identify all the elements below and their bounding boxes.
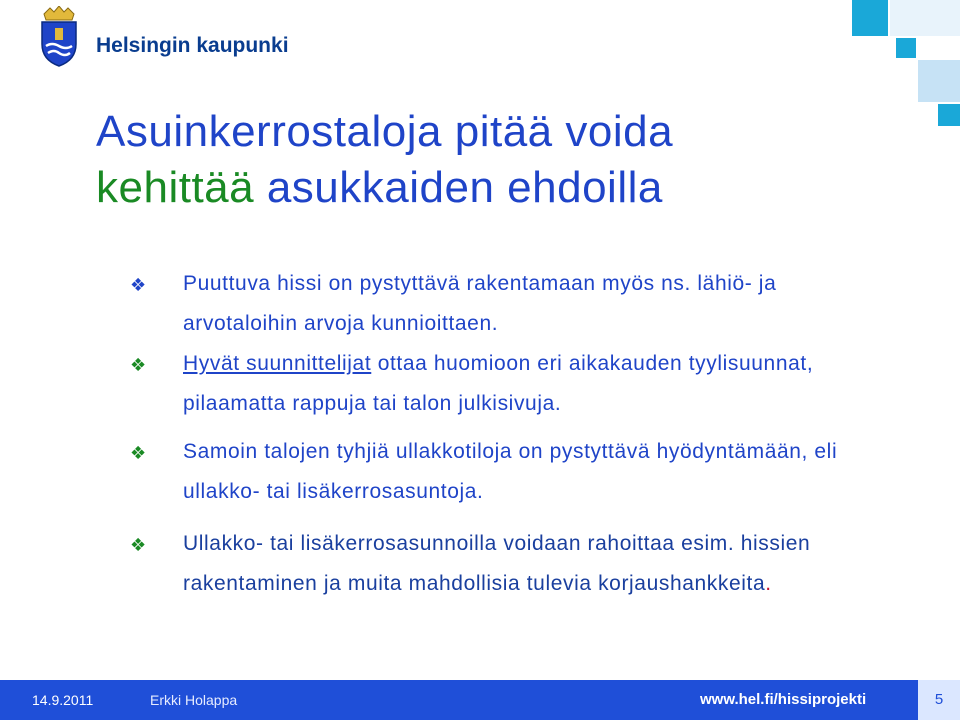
brand-name: Helsingin kaupunki: [96, 34, 289, 57]
title-line-1: Asuinkerrostaloja pitää voida: [96, 107, 674, 156]
bullet-item: [130, 524, 890, 604]
decorative-square: [852, 0, 888, 36]
title-word-green: kehittää: [96, 163, 255, 212]
footer-author: Erkki Holappa: [150, 692, 238, 708]
bullet-text: Samoin talojen tyhjiä ullakkotiloja on pystyttävä hyödyntämään, eli ullakko- tai lisäkerrosasuntoja.: [183, 440, 838, 503]
bullet-text: ottaa huomioon eri aikakauden tyylisuunnat, pilaamatta rappuja tai talon julkisivuja.: [183, 352, 814, 415]
bullet-item: [130, 432, 890, 512]
footer-bar: [0, 680, 960, 720]
designers-link[interactable]: Hyvät suunnittelijat: [183, 352, 372, 375]
decorative-square: [918, 60, 960, 102]
diamond-bullet-icon: ❖: [130, 535, 147, 556]
page-number: 5: [918, 680, 960, 720]
footer-url[interactable]: www.hel.fi/hissiprojekti: [700, 691, 867, 708]
decorative-square: [890, 0, 960, 36]
bullet-item: [130, 264, 890, 344]
bullet-text: Puuttuva hissi on pystyttävä rakentamaan myös ns. lähiö- ja arvotaloihin arvoja kunnioittaen.: [183, 272, 777, 335]
slide-title: [96, 104, 916, 216]
diamond-bullet-icon: ❖: [130, 355, 147, 376]
bullet-text: Ullakko- tai lisäkerrosasunnoilla voidaan rahoittaa esim. hissien rakentaminen ja muita mahdollisia tulevia korjaushankkeita: [183, 532, 811, 595]
bullet-list: [130, 264, 890, 604]
helsinki-coat-of-arms-icon: [36, 6, 82, 68]
bullet-item: [130, 344, 890, 424]
diamond-bullet-icon: ❖: [130, 443, 147, 464]
title-line-2-rest: asukkaiden ehdoilla: [254, 163, 663, 212]
bullet-end-period: .: [765, 572, 772, 595]
title-line-2: [96, 160, 916, 216]
footer-date: 14.9.2011: [32, 692, 94, 708]
diamond-bullet-icon: ❖: [130, 275, 147, 296]
decorative-square: [896, 38, 916, 58]
decorative-square: [938, 104, 960, 126]
